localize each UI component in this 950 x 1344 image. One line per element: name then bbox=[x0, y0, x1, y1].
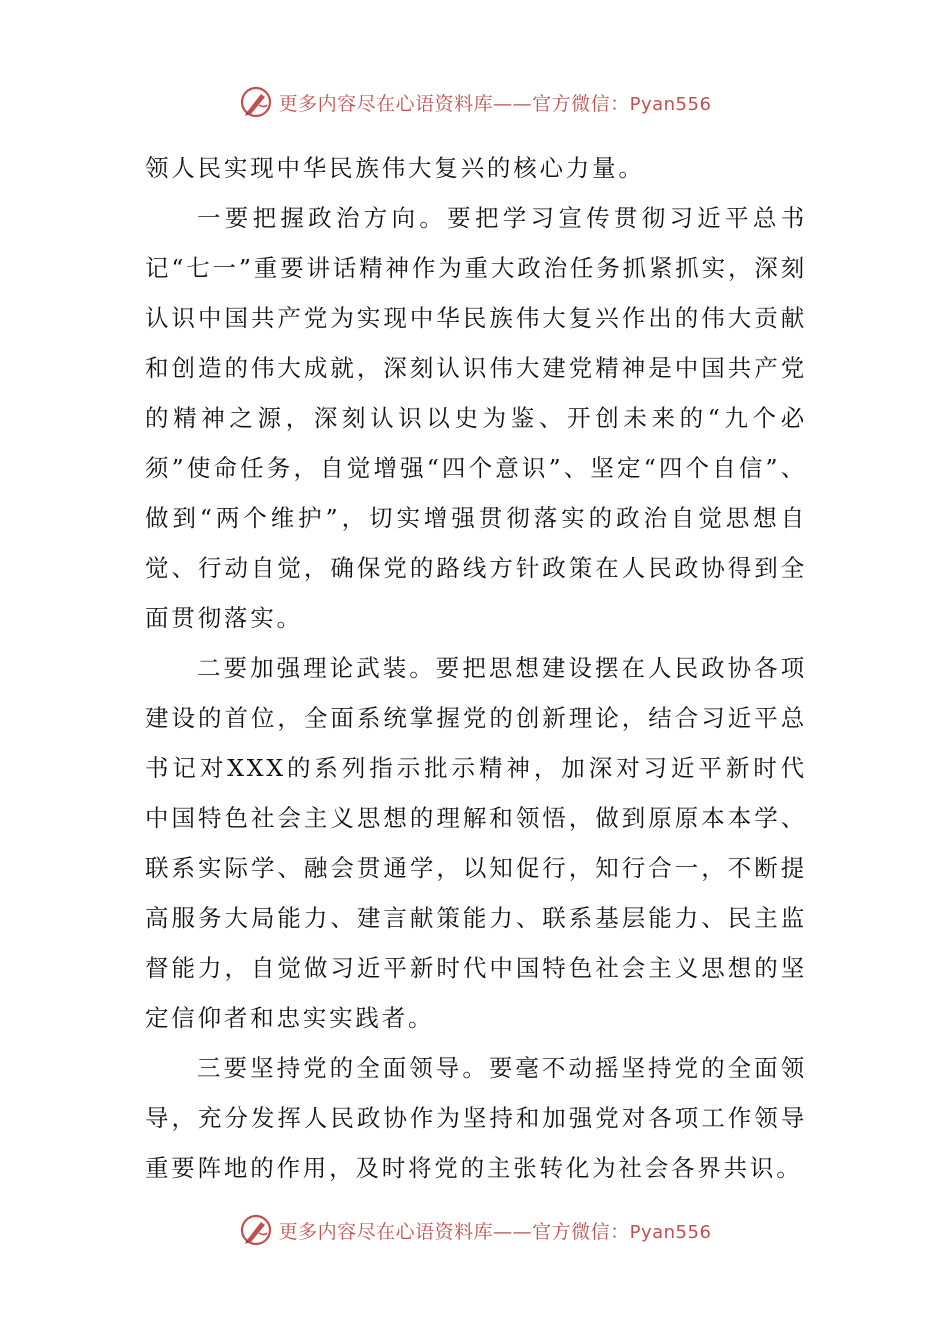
paragraph: 领人民实现中华民族伟大复兴的核心力量。 bbox=[145, 154, 645, 182]
watermark-banner-bottom bbox=[0, 1210, 950, 1250]
watermark-text: 更多内容尽在心语资料库——官方微信：Pyan556 bbox=[278, 92, 712, 115]
paragraph: 三要坚持党的全面领导。要毫不动摇坚持党的全面领导，充分发挥人民政协作为坚持和加强党对各项工作领导重要阵地的作用，及时将党的主张转化为社会各界共识。 bbox=[145, 1054, 807, 1182]
paragraph: 二要加强理论武装。要把思想建设摆在人民政协各项建设的首位，全面系统掌握党的创新理论，结合习近平总书记对XXX的系列指示批示精神，加深对习近平新时代中国特色社会主义思想的理解和领悟，做到原原本本学、联系实际学、融会贯通学，以知促行，知行合一，不断提高服务大局能力、建言献策能力、联系基层能力、民主监督能力，自觉做习近平新时代中国特色社会主义思想的坚定信仰者和忠实实践者。 bbox=[145, 654, 807, 1032]
watermark-text: 更多内容尽在心语资料库——官方微信：Pyan556 bbox=[278, 1220, 712, 1243]
pen-logo-icon bbox=[239, 1213, 273, 1247]
document-body bbox=[145, 143, 807, 1193]
watermark-banner-top bbox=[0, 82, 950, 122]
pen-logo-icon bbox=[239, 85, 273, 119]
paragraph: 一要把握政治方向。要把学习宣传贯彻习近平总书记“七一”重要讲话精神作为重大政治任务抓紧抓实，深刻认识中国共产党为实现中华民族伟大复兴作出的伟大贡献和创造的伟大成就，深刻认识伟大建党精神是中国共产党的精神之源，深刻认识以史为鉴、开创未来的“九个必须”使命任务，自觉增强“四个意识”、坚定“四个自信”、做到“两个维护”，切实增强贯彻落实的政治自觉思想自觉、行动自觉，确保党的路线方针政策在人民政协得到全面贯彻落实。 bbox=[145, 204, 807, 632]
